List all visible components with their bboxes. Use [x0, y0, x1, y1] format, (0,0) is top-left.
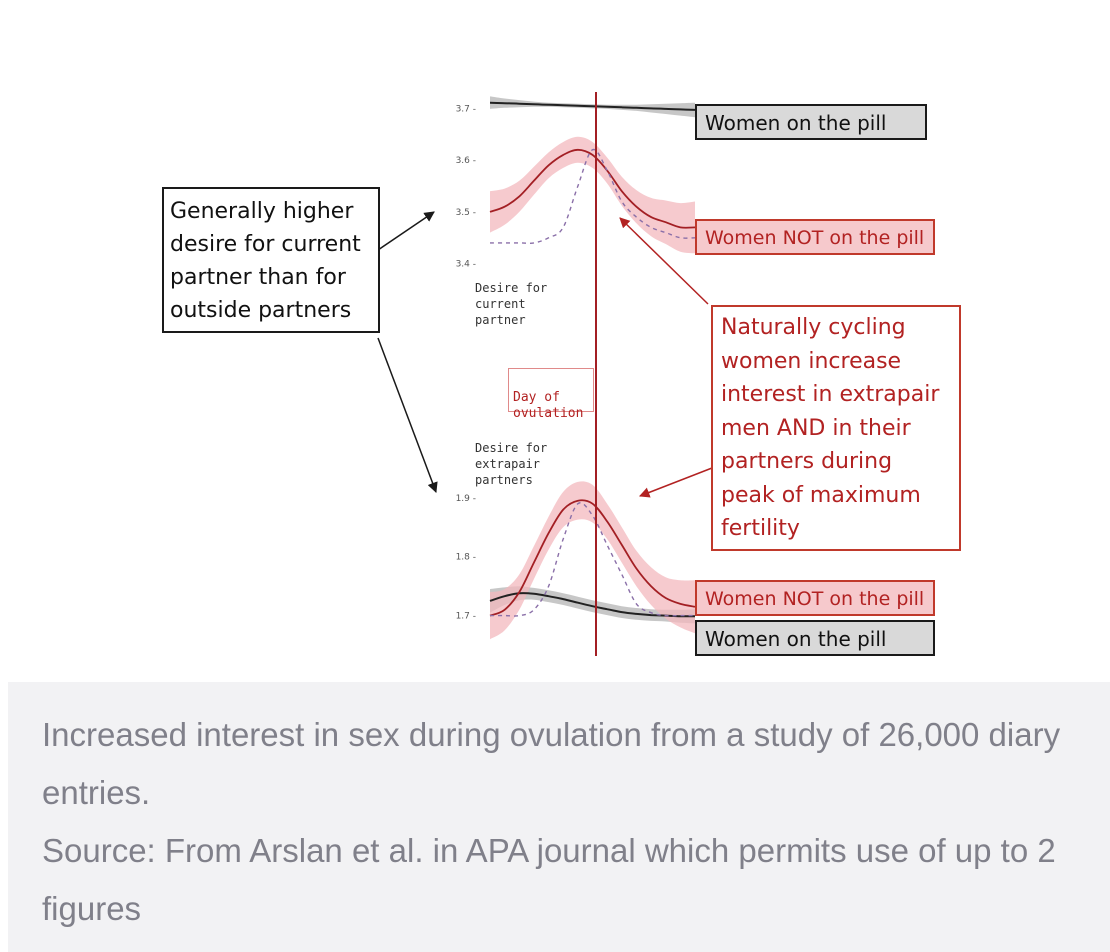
tick-label-current-2: 3.6 -	[455, 156, 476, 167]
desire-extrapair-title: Desire for extrapair partners	[475, 441, 548, 487]
bottom-not-pill-label	[695, 580, 935, 616]
tick-label-extrapair-2: 1.9 -	[455, 493, 476, 504]
desire-current-title: Desire for current partner	[475, 281, 548, 327]
tick-label-current-1: 3.5 -	[455, 207, 476, 218]
left-arrow-to-bottom	[378, 338, 436, 492]
bottom-not-pill-label-text: Women NOT on the pill	[705, 588, 925, 610]
tick-label-current-3: 3.7 -	[455, 104, 476, 115]
figure	[8, 56, 1110, 682]
top-pill-label-text: Women on the pill	[705, 111, 887, 135]
caption	[8, 682, 1110, 952]
red-annotation-text: Naturally cycling women increase interest in extrapair men AND in their partners during peak of maximum fertility	[721, 315, 940, 541]
tick-label-extrapair-0: 1.7 -	[455, 611, 476, 622]
red-annotation-box	[711, 305, 961, 551]
caption-line-1: Increased interest in sex during ovulation from a study of 26,000 diary entries.	[42, 716, 1061, 811]
top-not-pill-label-text: Women NOT on the pill	[705, 227, 925, 249]
ovulation-label	[508, 368, 594, 421]
top-pill-label	[695, 104, 927, 140]
ovulation-label-text: Day of ovulation	[513, 390, 584, 421]
bottom-pill-label	[695, 620, 935, 656]
top-not-pill-label	[695, 219, 935, 255]
left-annotation-text: Generally higher desire for current partner than for outside partners	[170, 199, 361, 323]
tick-label-current-0: 3.4 -	[455, 259, 476, 270]
bottom-pill-label-text: Women on the pill	[705, 627, 887, 651]
left-annotation-box	[162, 187, 380, 333]
left-arrow-to-top	[378, 212, 434, 250]
tick-label-extrapair-1: 1.8 -	[455, 552, 476, 563]
caption-line-2: Source: From Arslan et al. in APA journal which permits use of up to 2 figures	[42, 832, 1056, 927]
red-arrow-to-bottom	[640, 468, 712, 496]
